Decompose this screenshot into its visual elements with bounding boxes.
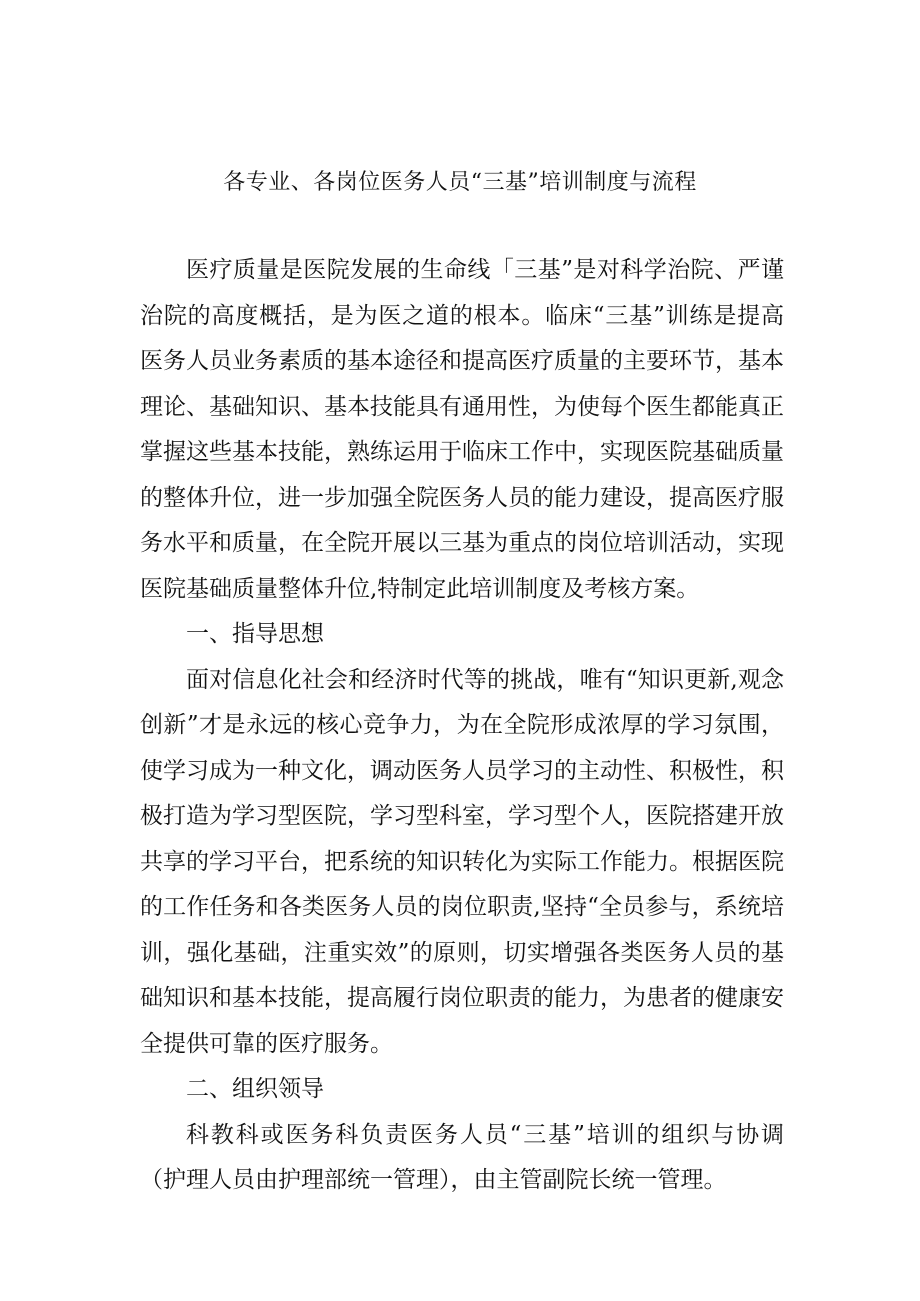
intro-paragraph: 医疗质量是医院发展的生命线「三基”是对科学治院、严谨治院的高度概括，是为医之道的根本。临床“三基”训练是提高医务人员业务素质的基本途径和提高医疗质量的主要环节，基本理论、基础知识、基本技能具有通用性，为使每个医生都能真正掌握这些基本技能，熟练运用于临床工作中，实现医院基础质量的整体升位，进一步加强全院医务人员的能力建设，提高医疗服务水平和质量，在全院开展以三基为重点的岗位培训活动，实现医院基础质量整体升位,特制定此培训制度及考核方案。 xyxy=(140,257,784,602)
section-heading-organization: 二、组织领导 xyxy=(186,1076,324,1102)
guiding-thought-paragraph: 面对信息化社会和经济时代等的挑战，唯有“知识更新,观念创新”才是永远的核心竞争力，为在全院形成浓厚的学习氛围，使学习成为一种文化，调动医务人员学习的主动性、积极性，积极打造为学习型医院，学习型科室，学习型个人，医院搭建开放共享的学习平台，把系统的知识转化为实际工作能力。根据医院的工作任务和各类医务人员的岗位职责,坚持“全员参与，系统培训，强化基础，注重实效”的原则，切实增强各类医务人员的基础知识和基本技能，提高履行岗位职责的能力，为患者的健康安全提供可靠的医疗服务。 xyxy=(140,666,784,1057)
document-body xyxy=(140,248,784,1204)
organization-paragraph: 科教科或医务科负责医务人员“三基”培训的组织与协调（护理人员由护理部统一管理），由主管副院长统一管理。 xyxy=(140,1121,784,1193)
document-title: 各专业、各岗位医务人员“三基”培训制度与流程 xyxy=(223,170,697,195)
section-heading-guiding-thought: 一、指导思想 xyxy=(186,621,324,647)
